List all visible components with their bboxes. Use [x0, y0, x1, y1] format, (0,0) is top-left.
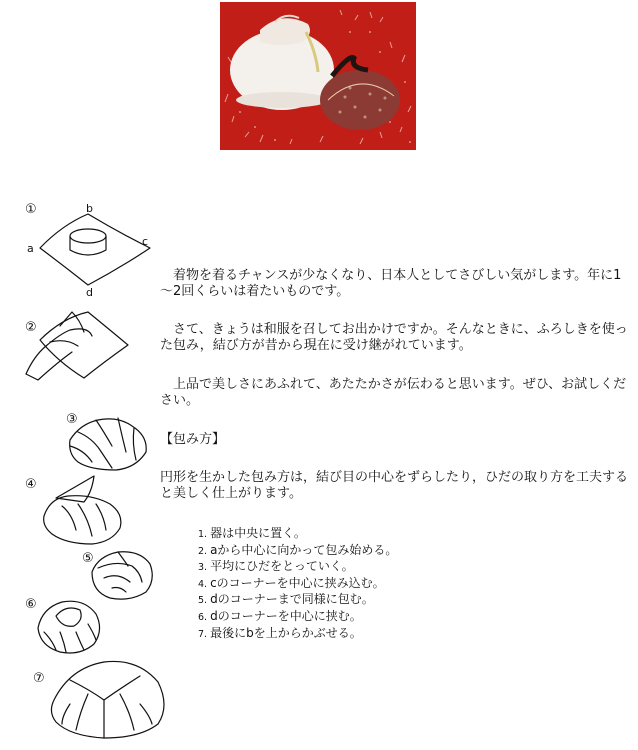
step-label-1: ① — [25, 202, 37, 217]
howto-description: 円形を生かした包み方は，結び目の中心をずらしたり，ひだの取り方を工夫すると美しく仕上がります。 — [160, 470, 629, 501]
list-item: 6. dのコーナーを中心に挟む。 — [198, 608, 362, 623]
list-item: 4. cのコーナーを中心に挟み込む。 — [198, 575, 385, 590]
step3-pleats-icon — [70, 418, 147, 470]
intro-paragraph-1: 着物を着るチャンスが少なくなり、日本人としてさびしい気がします。年に1～2回くらいは着たいものです。 — [160, 268, 622, 299]
step-label-6: ⑥ — [25, 597, 37, 612]
step7-finished-icon — [51, 661, 164, 738]
step-label-4: ④ — [25, 477, 37, 492]
list-item: 3. 平均にひだをとっていく。 — [198, 559, 354, 574]
corner-label-b: b — [86, 202, 93, 215]
corner-label-d: d — [86, 286, 93, 299]
step1-cloth-bowl-icon — [40, 214, 150, 285]
step-label-5: ⑤ — [82, 551, 94, 566]
step2-fold-icon — [26, 312, 128, 380]
list-item: 7. 最後にbを上からかぶせる。 — [198, 625, 362, 640]
step-label-3: ③ — [66, 412, 78, 427]
step-label-7: ⑦ — [33, 671, 45, 686]
step4-tuck-icon — [44, 476, 121, 544]
step5-wrap-icon — [92, 552, 152, 599]
list-item: 2. aから中心に向かって包み始める。 — [198, 542, 398, 557]
step-label-2: ② — [25, 320, 37, 335]
corner-label-a: a — [27, 242, 34, 255]
furoshiki-wrapped-bowls-photo-icon — [220, 2, 416, 150]
howto-heading: 【包み方】 — [160, 432, 226, 447]
intro-paragraph-3: 上品で美しさにあふれて、あたたかさが伝わると思います。ぜひ、お試しください。 — [160, 377, 627, 408]
step6-knot-icon — [38, 601, 100, 653]
wrapping-steps-list — [198, 526, 397, 642]
intro-paragraph-2: さて、きょうは和服を召してお出かけですか。そんなときに、ふろしきを使った包み，結び方が昔から現在に受け継がれています。 — [160, 322, 628, 353]
list-item: 5. dのコーナーまで同様に包む。 — [198, 592, 374, 607]
list-item: 1. 器は中央に置く。 — [198, 526, 306, 540]
corner-label-c: c — [142, 235, 149, 248]
furoshiki-photo — [220, 2, 416, 150]
